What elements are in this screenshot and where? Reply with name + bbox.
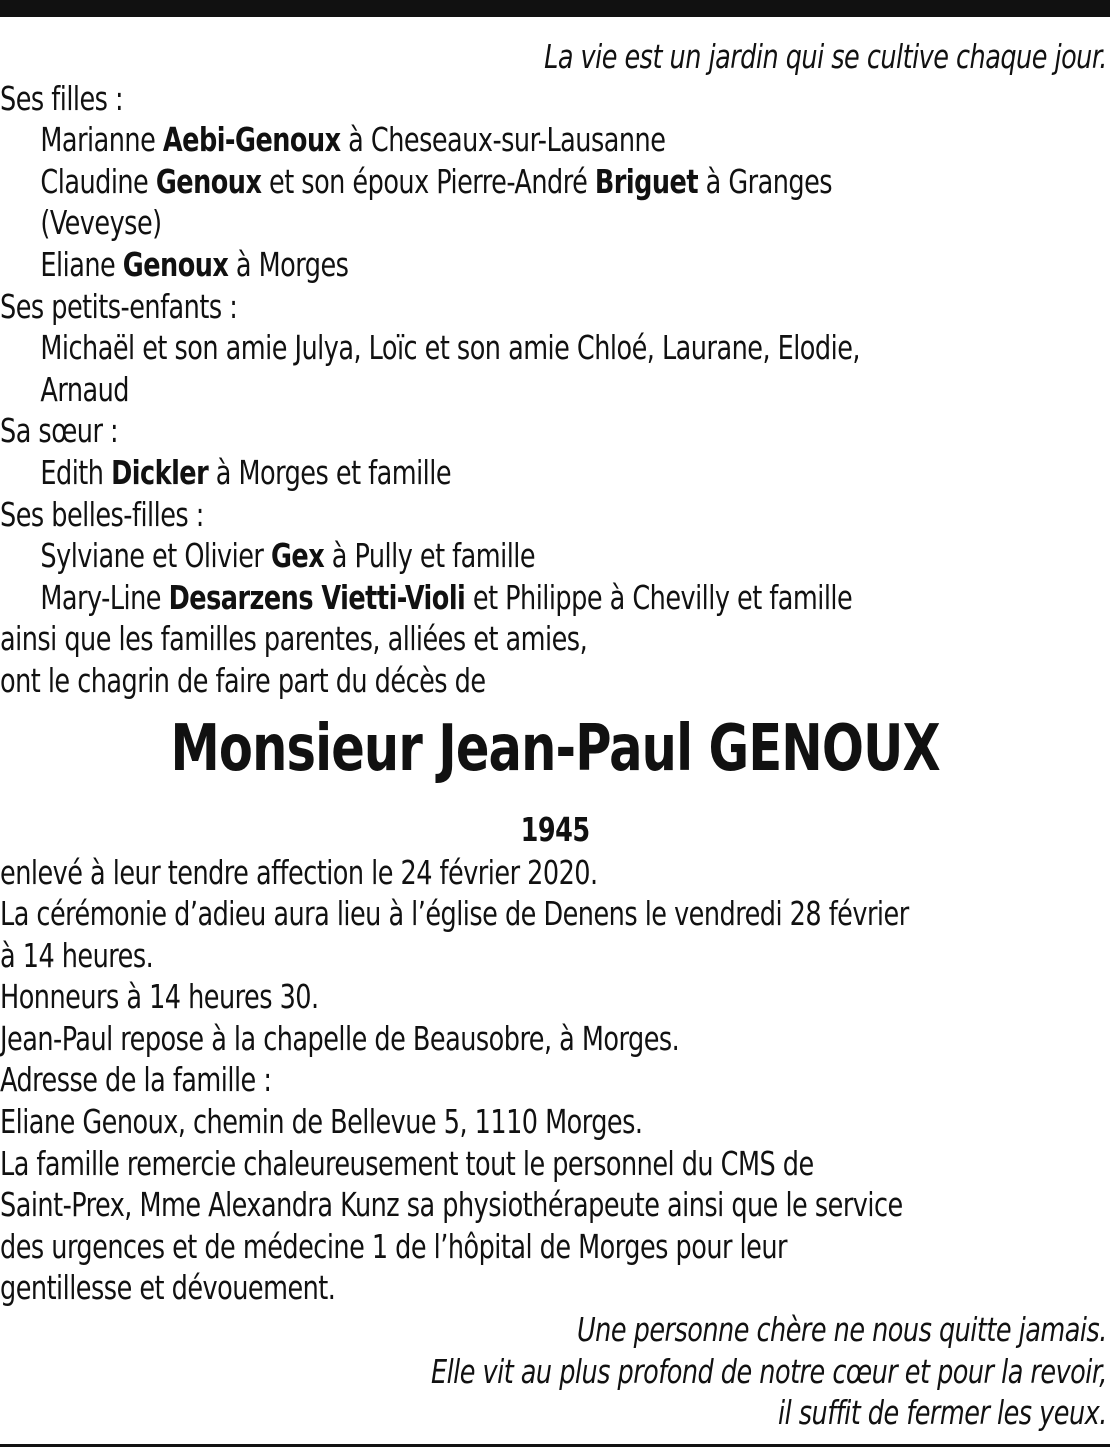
opening-quote: La vie est un jardin qui se cultive chaque jour. [544, 37, 1107, 76]
grandchildren-list-continued: Arnaud [40, 369, 130, 409]
details-line: La cérémonie d’adieu aura lieu à l’église de Denens le vendredi 28 février [0, 894, 909, 934]
family-member-line: Claudine Genoux et son époux Pierre-André Briguet à Granges [40, 161, 833, 201]
sister-heading: Sa sœur : [0, 411, 119, 451]
details-line: gentillesse et dévouement. [0, 1268, 336, 1308]
family-member-line-continued: (Veveyse) [40, 203, 162, 243]
closing-quote-line: Une personne chère ne nous quitte jamais. [576, 1310, 1107, 1350]
family-member-line: Edith Dickler à Morges et famille [40, 452, 452, 492]
details-line: Honneurs à 14 heures 30. [0, 977, 319, 1017]
details-line: Eliane Genoux, chemin de Bellevue 5, 1110 Morges. [0, 1102, 643, 1142]
details-line: Jean-Paul repose à la chapelle de Beausobre, à Morges. [0, 1018, 680, 1058]
details-line: enlevé à leur tendre affection le 24 février 2020. [0, 852, 598, 892]
announcement-line: ont le chagrin de faire part du décès de [0, 660, 486, 700]
details-line: Saint-Prex, Mme Alexandra Kunz sa physiothérapeute ainsi que le service [0, 1185, 903, 1225]
obituary-notice [0, 36, 1110, 1434]
details-line: à 14 heures. [0, 935, 154, 975]
daughters-heading: Ses filles : [0, 78, 124, 118]
closing-quote-line: il suffit de fermer les yeux. [777, 1393, 1107, 1433]
details-line: des urgences et de médecine 1 de l’hôpital de Morges pour leur [0, 1226, 787, 1266]
grandchildren-heading: Ses petits-enfants : [0, 286, 238, 326]
closing-quote-line: Elle vit au plus profond de notre cœur et pour la revoir, [430, 1351, 1107, 1391]
family-member-line: Mary-Line Desarzens Vietti-Violi et Philippe à Chevilly et famille [40, 577, 853, 617]
grandchildren-list: Michaël et son amie Julya, Loïc et son amie Chloé, Laurane, Elodie, [40, 328, 860, 368]
daughters-in-law-heading: Ses belles-filles : [0, 494, 204, 534]
details-line: La famille remercie chaleureusement tout le personnel du CMS de [0, 1143, 814, 1183]
deceased-name: Monsieur Jean-Paul GENOUX [170, 711, 940, 786]
details-line: Adresse de la famille : [0, 1060, 272, 1100]
family-member-line: Marianne Aebi-Genoux à Cheseaux-sur-Lausanne [40, 120, 666, 160]
family-member-line: Eliane Genoux à Morges [40, 244, 349, 284]
family-member-line: Sylviane et Olivier Gex à Pully et famille [40, 536, 536, 576]
deceased-birth-year: 1945 [520, 809, 590, 849]
top-rule [0, 0, 1110, 17]
bottom-rule [0, 1444, 1110, 1447]
families-line: ainsi que les familles parentes, alliées et amies, [0, 619, 588, 659]
